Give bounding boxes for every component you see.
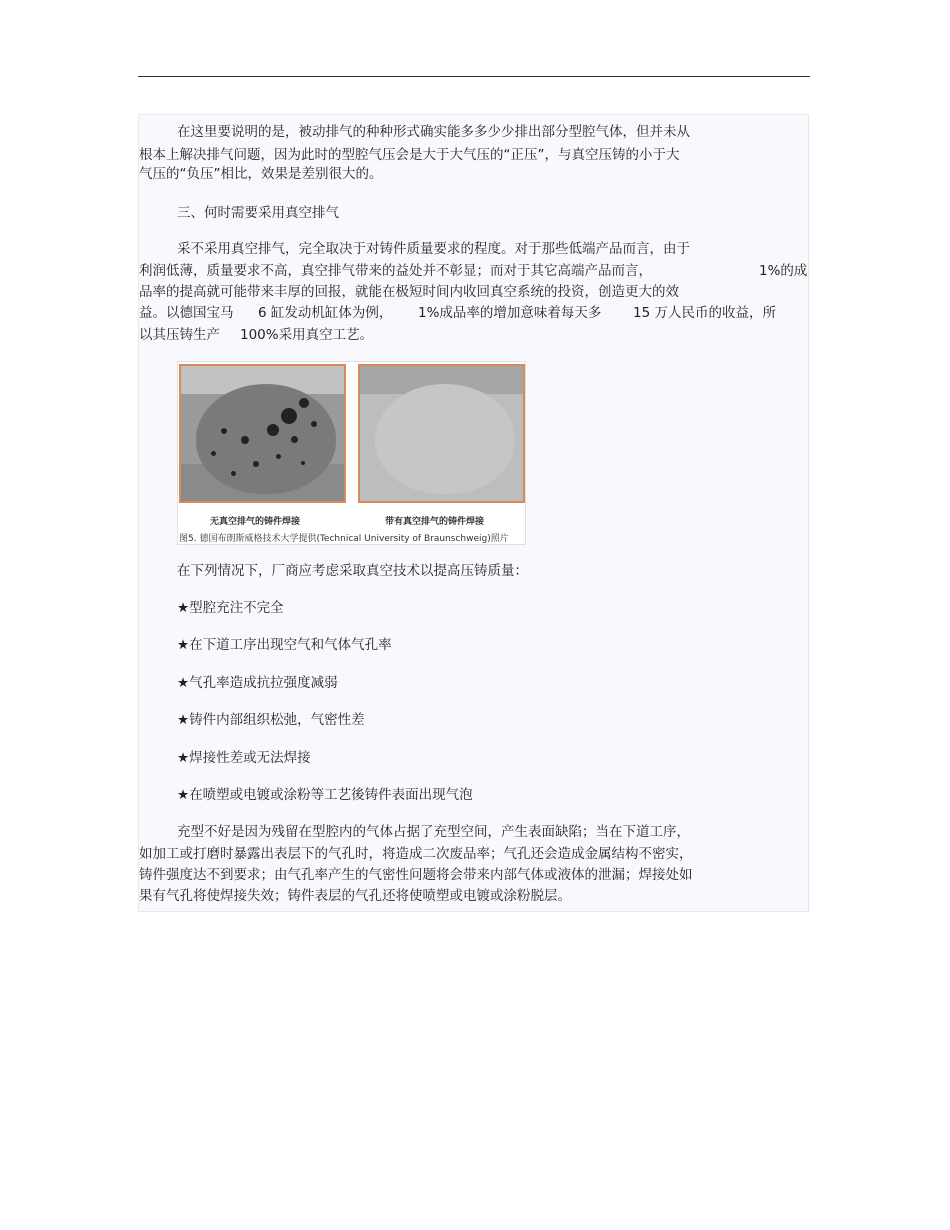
figure-caption: 图5. 德国布朗斯威格技术大学提供(Technical University of Braunschweig)照片	[179, 534, 509, 544]
section-heading: 三、何时需要采用真空排气	[177, 205, 339, 221]
paragraph-2-line-4b: 6 缸发动机缸体为例，	[258, 305, 393, 321]
paragraph-2-line-5b: 100%采用真空工艺。	[240, 327, 374, 343]
paragraph-4-line-4: 果有气孔将使焊接失效；铸件表层的气孔还将使喷塑或电镀或涂粉脱层。	[139, 888, 571, 904]
paragraph-4-line-3: 铸件强度达不到要求；由气孔率产生的气密性问题将会带来内部气体或液体的泄漏；焊接处如	[139, 867, 693, 883]
paragraph-1-line-3: 气压的“负压”相比，效果是差别很大的。	[139, 166, 383, 182]
paragraph-2-line-2b: 1%的成	[759, 263, 808, 279]
paragraph-2-line-2a: 利润低薄，质量要求不高，真空排气带来的益处并不彰显；而对于其它高端产品而言，	[139, 263, 652, 279]
paragraph-3: 在下列情况下，厂商应考虑采取真空技术以提高压铸质量：	[177, 563, 528, 579]
paragraph-2-line-3: 品率的提高就可能带来丰厚的回报，就能在极短时间内收回真空系统的投资，创造更大的效	[139, 284, 679, 300]
left-photo-caption: 无真空排气的铸件焊接	[210, 517, 301, 527]
paragraph-4-line-2: 如加工或打磨时暴露出表层下的气孔时，将造成二次废品率；气孔还会造成金属结构不密实，	[139, 846, 693, 862]
paragraph-4-line-1: 充型不好是因为残留在型腔内的气体占据了充型空间，产生表面缺陷；当在下道工序，	[177, 824, 690, 840]
weld-photo-without-vacuum	[179, 364, 346, 503]
bullet-item: ★在喷塑或电镀或涂粉等工艺後铸件表面出现气泡	[177, 787, 473, 803]
paragraph-2-line-1: 采不采用真空排气，完全取决于对铸件质量要求的程度。对于那些低端产品而言，由于	[177, 241, 690, 257]
header-rule	[138, 76, 810, 77]
weld-photo-with-vacuum	[358, 364, 525, 503]
right-photo-caption: 带有真空排气的铸件焊接	[385, 517, 485, 527]
bullet-item: ★气孔率造成抗拉强度减弱	[177, 675, 338, 691]
bullet-item: ★铸件内部组织松弛，气密性差	[177, 712, 365, 728]
paragraph-2-line-4a: 益。以德国宝马	[139, 305, 234, 321]
bullet-item: ★型腔充注不完全	[177, 600, 284, 616]
figure-weld-photos	[177, 361, 526, 545]
paragraph-1-line-1: 在这里要说明的是，被动排气的种种形式确实能多多少少排出部分型腔气体，但并未从	[177, 124, 690, 140]
paragraph-2-line-4c: 1%成品率的增加意味着每天多	[418, 305, 602, 321]
paragraph-2-line-5a: 以其压铸生产	[139, 327, 220, 343]
bullet-item: ★焊接性差或无法焊接	[177, 750, 311, 766]
paragraph-2-line-4d: 15 万人民币的收益，所	[633, 305, 776, 321]
bullet-item: ★在下道工序出现空气和气体气孔率	[177, 637, 392, 653]
paragraph-1-line-2: 根本上解决排气问题，因为此时的型腔气压会是大于大气压的“正压”，与真空压铸的小于大	[139, 147, 680, 163]
